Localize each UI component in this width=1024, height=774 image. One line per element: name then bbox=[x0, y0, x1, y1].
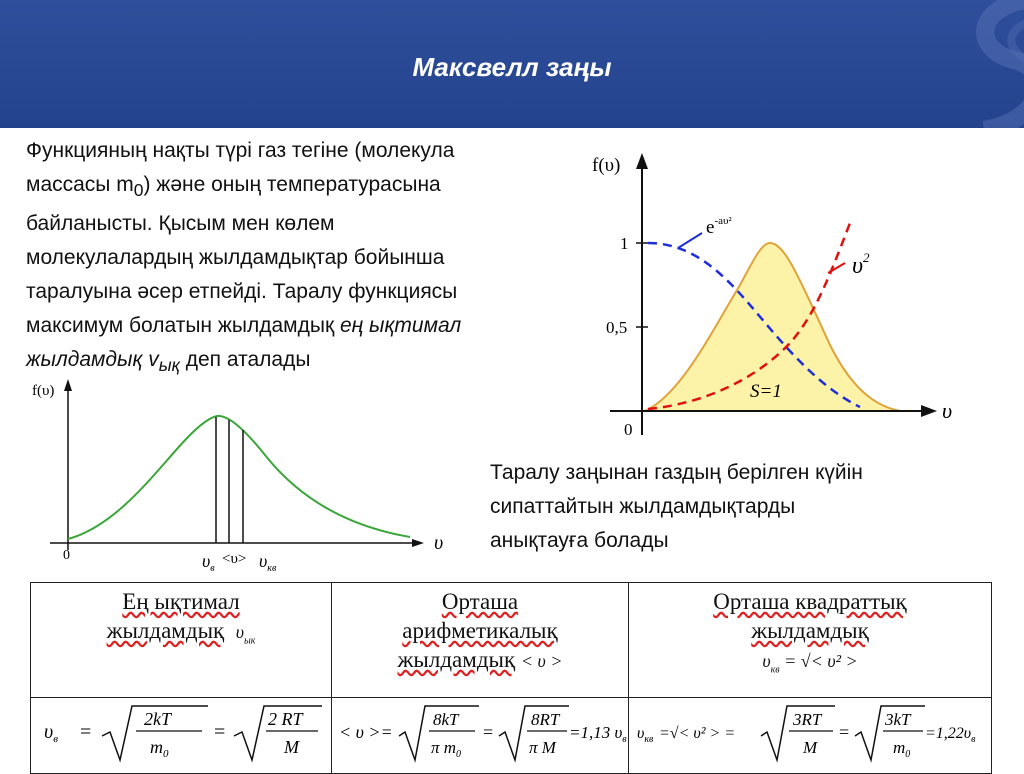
svg-text:< υ >=: < υ >= bbox=[339, 722, 393, 742]
x-axis-arrow-icon bbox=[412, 539, 424, 547]
header-most-probable: Ең ықтимал жылдамдық $\upsilon_{ык}$ bbox=[31, 583, 332, 698]
intro-line: жылдамдық $v_{ық}$ деп аталады bbox=[26, 348, 311, 376]
formula-arithmetic-mean bbox=[332, 698, 629, 774]
x-axis-label: υ bbox=[434, 532, 444, 554]
svg-text:8kT: 8kT bbox=[433, 710, 459, 729]
marker-label-vkv: $\upsilon_{кв}$ bbox=[259, 551, 277, 574]
intro-line: максимум болатын жылдамдық ең ықтимал bbox=[26, 314, 462, 338]
svg-text:π M: π M bbox=[529, 738, 556, 757]
svg-text:M: M bbox=[803, 738, 818, 757]
y-axis-label: f(υ) bbox=[592, 155, 621, 176]
svg-text:=√< υ² > =: =√< υ² > = bbox=[659, 725, 736, 742]
outro-paragraph bbox=[490, 456, 990, 558]
tick-label-05: 0,5 bbox=[606, 318, 628, 337]
intro-line: массасы $m_0$) және оның температурасына bbox=[26, 173, 441, 201]
svg-text:M: M bbox=[284, 737, 299, 757]
slide-header bbox=[0, 0, 1024, 128]
normalized-distribution-chart bbox=[590, 145, 990, 445]
speed-formulas-table bbox=[30, 582, 992, 774]
svg-text:=: = bbox=[80, 721, 92, 743]
table-formula-row bbox=[31, 698, 992, 774]
outro-line: анықтауға болады bbox=[490, 529, 669, 552]
slide-title: Максвелл заңы bbox=[412, 52, 612, 82]
table-header-row bbox=[31, 583, 992, 698]
svg-text:3kT: 3kT bbox=[885, 710, 911, 729]
intro-line: байланысты. Қысым мен көлем bbox=[26, 212, 335, 236]
exp-label: $e^{-a\upsilon^2}$ bbox=[706, 215, 732, 238]
svg-text:m0: $m_0$ bbox=[893, 738, 911, 760]
intro-line: таралуына әсер етпейді. Таралу функциясы bbox=[26, 280, 458, 304]
svg-text:=: = bbox=[214, 721, 226, 743]
header-rms: Орташа квадраттық жылдамдық $\upsilon_{кв}$ = √< υ² > bbox=[629, 583, 992, 698]
svg-text:=: = bbox=[483, 722, 494, 742]
svg-text:π m0: π $m_0$ bbox=[431, 738, 462, 760]
origin-label: 0 bbox=[63, 548, 70, 563]
origin-label: 0 bbox=[624, 420, 633, 439]
exp-leader bbox=[678, 233, 702, 248]
y-axis-arrow-icon bbox=[64, 379, 72, 391]
outro-line: сипаттайтын жылдамдықтарды bbox=[490, 495, 796, 518]
svg-text:υв: $\upsilon_в$ bbox=[44, 721, 58, 745]
svg-text:8RT: 8RT bbox=[531, 710, 560, 729]
marker-label-vb: $\upsilon_в$ bbox=[202, 551, 215, 574]
maxwell-distribution-chart bbox=[30, 375, 460, 575]
svg-text:=1,22υв: $=1,22\upsilon_в$ bbox=[925, 725, 976, 745]
x-axis-arrow-icon bbox=[921, 405, 937, 417]
svg-text:2kT: 2kT bbox=[144, 709, 171, 729]
svg-text:3RT: 3RT bbox=[793, 710, 822, 729]
distribution-curve bbox=[68, 416, 410, 539]
svg-text:=1,13 υв: =1,13 $\upsilon_в$ bbox=[569, 723, 627, 745]
watermark-logo-icon bbox=[934, 0, 1024, 128]
svg-text:2 RT: 2 RT bbox=[268, 709, 303, 729]
svg-text:m0: $m_0$ bbox=[150, 737, 169, 760]
header-arithmetic-mean: Орташа арифметикалық жылдамдық < υ > bbox=[332, 583, 629, 698]
marker-label-mean: <υ> bbox=[222, 551, 247, 567]
area-label: S=1 bbox=[750, 381, 782, 402]
v2-label: $\upsilon^2$ bbox=[852, 250, 870, 279]
x-axis-label: υ bbox=[942, 398, 953, 423]
tick-label-1: 1 bbox=[620, 234, 629, 253]
intro-paragraph bbox=[26, 134, 581, 382]
formula-most-probable bbox=[31, 698, 332, 774]
y-axis-label: f(υ) bbox=[32, 383, 55, 399]
svg-text:υкв: $\upsilon_{кв}$ bbox=[637, 725, 654, 745]
y-axis-arrow-icon bbox=[636, 153, 648, 169]
intro-line: молекулалардың жылдамдықтар бойынша bbox=[26, 246, 445, 270]
v2-leader bbox=[828, 263, 845, 273]
formula-rms bbox=[629, 698, 992, 774]
outro-line: Таралу заңынан газдың берілген күйін bbox=[490, 461, 863, 484]
intro-line: Функцияның нақты түрі газ тегіне (молекула bbox=[26, 139, 455, 162]
svg-text:=: = bbox=[839, 722, 850, 742]
